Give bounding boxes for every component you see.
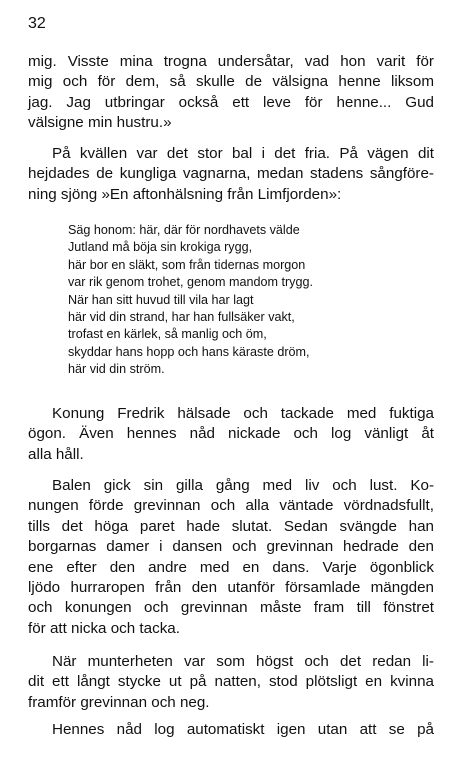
page-number: 32 (28, 15, 46, 32)
text-line: När munterheten var som högst och det redan li- (52, 653, 434, 670)
paragraph-2 (28, 144, 434, 205)
poem-line: skyddar hans hopp och hans käraste dröm, (68, 344, 310, 359)
text-line: ene efter den andre med en dans. Varje ögonblick (28, 558, 434, 576)
poem-line: trofast en kärlek, så manlig och öm, (68, 327, 267, 342)
text-line: ögon. Även hennes nåd nickade och log vänligt åt (28, 425, 434, 443)
text-line: framför grevinnan och neg. (28, 693, 210, 711)
poem-line: Säg honom: här, där för nordhavets välde (68, 223, 300, 237)
paragraph-1 (28, 52, 434, 134)
poem-line: Jutland må böja sin krokiga rygg, (68, 240, 253, 255)
poem (68, 222, 408, 379)
text-line: välsigne min hustru.» (28, 114, 172, 132)
text-line: borgarnas damer i dansen och grevinnan hedrade den (28, 538, 434, 556)
text-line: dit ett långt stycke ut på natten, stod plötsligt en kvinna (28, 673, 434, 691)
text-line: Hennes nåd log automatiskt igen utan att se på (52, 721, 434, 738)
paragraph-5 (28, 652, 434, 713)
text-line: och konungen och grevinnan måste fram till fönstret (28, 599, 434, 617)
paragraph-6 (28, 720, 434, 740)
poem-line: här bor en släkt, som från tidernas morgon (68, 257, 306, 272)
poem-line: var rik genom trohet, genom mandom trygg. (68, 275, 313, 290)
paragraph-3 (28, 404, 434, 465)
text-line: ning sjöng »En aftonhälsning från Limfjorden»: (28, 185, 342, 203)
text-line: hejdades de kungliga vagnarna, medan stadens sångföre- (28, 165, 434, 183)
text-line: Konung Fredrik hälsade och tackade med fuktiga (52, 405, 434, 422)
text-line: alla håll. (28, 445, 84, 463)
text-line: för att nicka och tacka. (28, 619, 180, 637)
text-line: På kvällen var det stor bal i det fria. På vägen dit (52, 145, 434, 162)
text-line: mig. Visste mina trogna undersåtar, vad hon varit för (28, 53, 434, 70)
text-line: mig och för dem, så skulle de välsigna henne liksom (28, 73, 434, 91)
poem-line: här vid din ström. (68, 362, 165, 377)
text-line: nungen förde grevinnan och alla väntade vördnadsfullt, (28, 497, 434, 515)
text-line: Balen gick sin gilla gång med liv och lust. Ko- (52, 477, 434, 494)
paragraph-4 (28, 476, 434, 639)
poem-line: här vid din strand, har han fullsäker vakt, (68, 310, 295, 325)
text-line: tills det höga paret hade slutat. Sedan svängde han (28, 517, 434, 535)
poem-line: När han sitt huvud till vila har lagt (68, 292, 254, 307)
text-line: ljödo hurraropen från den utanför församlade mängden (28, 579, 434, 597)
text-line: jag. Jag utbringar också ett leve för henne... Gud (28, 93, 434, 111)
